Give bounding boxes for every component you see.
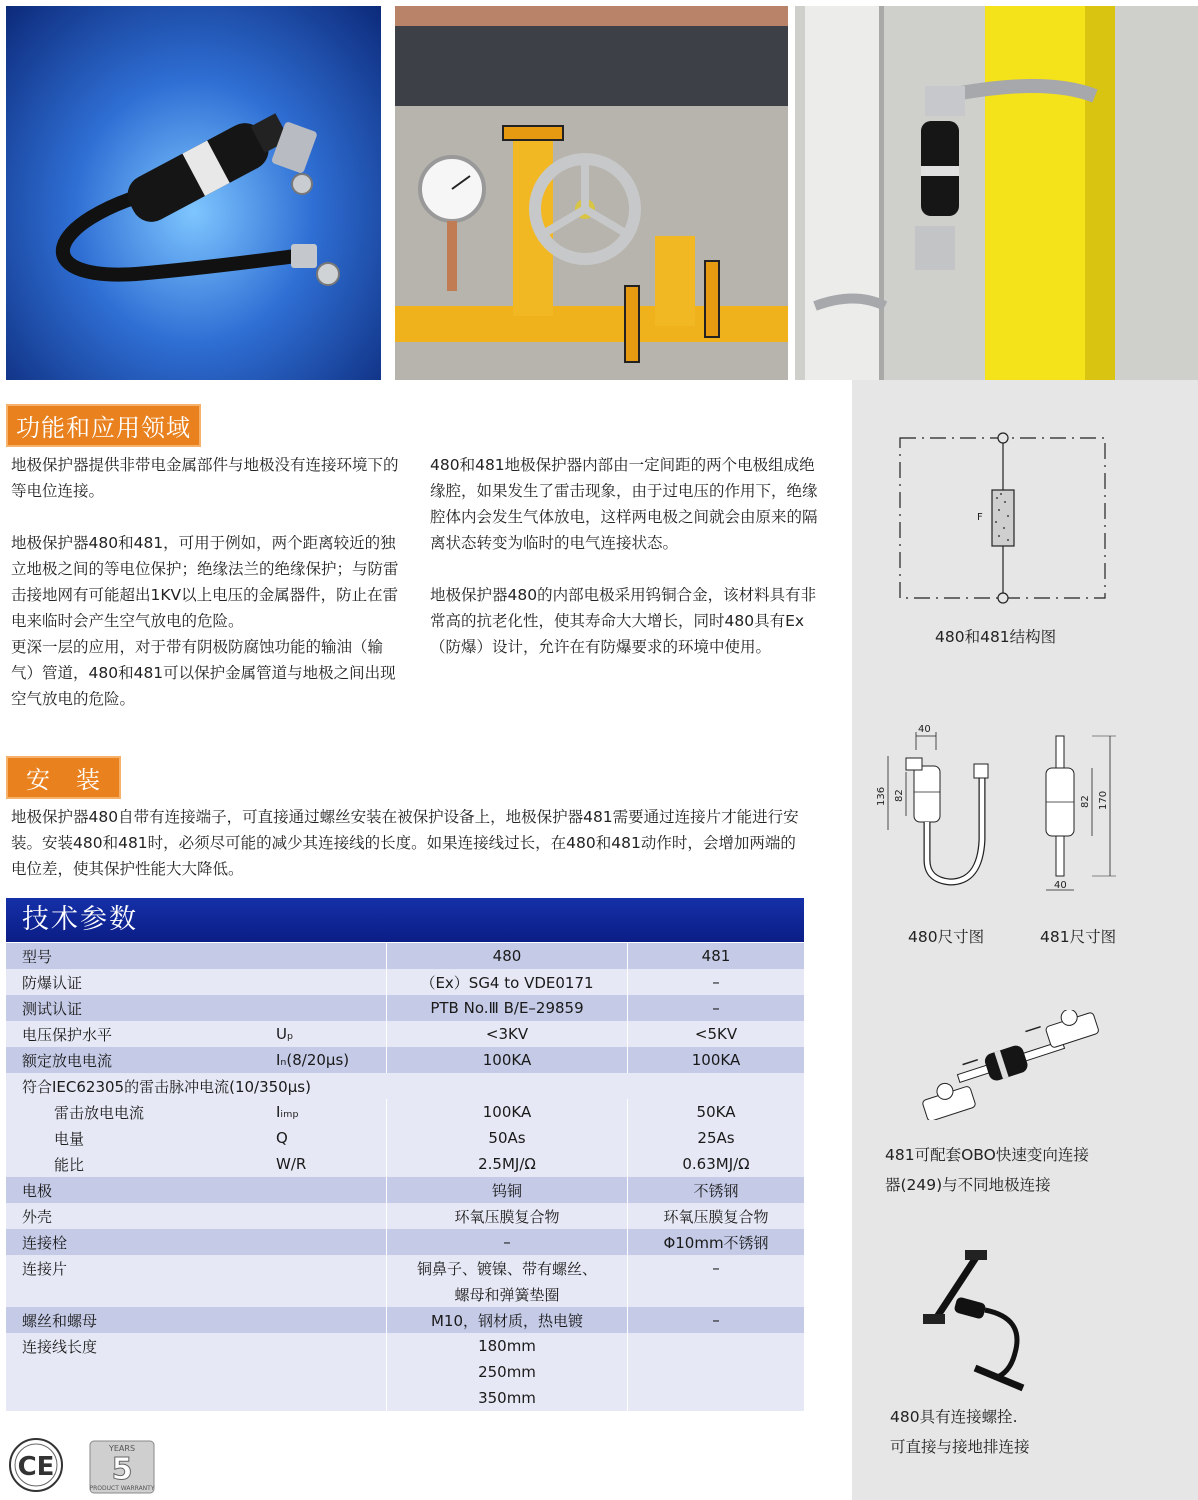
value-481: [628, 1073, 805, 1099]
value-481: 100KA: [628, 1047, 805, 1073]
value-480: 钨铜: [387, 1177, 628, 1203]
dim481-width: 40: [1054, 880, 1067, 891]
paragraph: 地极保护器480的内部电极采用钨铜合金，该材料具有非常高的抗老化性，使其寿命大大增长，同时480具有Ex（防爆）设计，允许在有防爆要求的环境中使用。: [430, 586, 817, 656]
dim480-width: 40: [918, 724, 931, 735]
value-480: 螺母和弹簧垫圈: [387, 1281, 628, 1307]
row-label: [6, 1359, 276, 1385]
row-symbol: [276, 995, 387, 1021]
value-480: M10，钢材质，热电镀: [387, 1307, 628, 1333]
value-480: 250mm: [387, 1359, 628, 1385]
row-symbol: [276, 1307, 387, 1333]
value-481: Φ10mm不锈钢: [628, 1229, 805, 1255]
obo-connector-drawing: [895, 1010, 1125, 1120]
row-symbol: [276, 1177, 387, 1203]
warranty-bottom-text: PRODUCT WARRANTY: [89, 1485, 155, 1492]
row-label: 外壳: [6, 1203, 276, 1229]
value-480: 环氧压膜复合物: [387, 1203, 628, 1229]
warranty-top-text: YEARS: [108, 1444, 136, 1453]
ground-bar-drawing: [915, 1248, 1035, 1398]
value-481: [628, 1385, 805, 1411]
value-481: [628, 1359, 805, 1385]
value-480: 2.5MJ/Ω: [387, 1151, 628, 1177]
table-row: [6, 1229, 804, 1255]
row-symbol: [276, 1255, 387, 1281]
value-481: 481: [628, 943, 805, 969]
row-label: 能比: [6, 1151, 276, 1177]
table-row: [6, 1359, 804, 1385]
row-label: 型号: [6, 943, 276, 969]
value-481: <5KV: [628, 1021, 805, 1047]
paragraph: 480和481地极保护器内部由一定间距的两个电极组成绝缘腔，如果发生了雷击现象，由于过电压的作用下，绝缘腔体内会发生气体放电，这样两电极之间就会由原来的隔离状态转变为临时的电气连接状态。: [430, 456, 818, 552]
ce-mark-icon: [8, 1437, 64, 1493]
spec-table: [6, 943, 804, 1411]
structure-caption: 480和481结构图: [935, 628, 1057, 646]
table-row: [6, 969, 804, 995]
dim481-height-body: 82: [1080, 795, 1091, 808]
table-row: [6, 1333, 804, 1359]
value-481: –: [628, 1255, 805, 1281]
product-photo: [6, 6, 381, 380]
value-480: 铜鼻子、镀镍、带有螺丝、: [387, 1255, 628, 1281]
paragraph: 地极保护器480和481，可用于例如，两个距离较近的独立地极之间的等电位保护；绝缘法兰的绝缘保护；与防雷击接地网有可能超出1KV以上电压的金属器件，防止在雷电来临时会产生空气放电的危险。: [11, 534, 399, 630]
value-480: 350mm: [387, 1385, 628, 1411]
section-title-install: 安 装: [6, 756, 121, 799]
row-symbol: [276, 1333, 387, 1359]
row-label: 电压保护水平: [6, 1021, 276, 1047]
table-row: [6, 1203, 804, 1229]
dim-481-caption: 481尺寸图: [1040, 928, 1117, 946]
dim-480-caption: 480尺寸图: [908, 928, 985, 946]
row-symbol: [276, 943, 387, 969]
row-label: 符合IEC62305的雷击脉冲电流(10/350μs): [6, 1073, 387, 1099]
value-480: 180mm: [387, 1333, 628, 1359]
row-label: [6, 1281, 276, 1307]
section-title-function: 功能和应用领域: [6, 404, 201, 447]
table-row: [6, 1125, 804, 1151]
row-label: 额定放电电流: [6, 1047, 276, 1073]
table-title: 技术参数: [6, 898, 804, 942]
value-481: 不锈钢: [628, 1177, 805, 1203]
value-481: –: [628, 969, 805, 995]
table-row: [6, 1021, 804, 1047]
obo-caption-line2: 器(249)与不同地极连接: [885, 1176, 1051, 1194]
value-480: PTB No.Ⅲ B/E–29859: [387, 995, 628, 1021]
value-480: 480: [387, 943, 628, 969]
value-481: [628, 1281, 805, 1307]
value-481: –: [628, 1307, 805, 1333]
row-symbol: [276, 969, 387, 995]
bolt-caption-line2: 可直接与接地排连接: [890, 1438, 1030, 1456]
row-symbol: [276, 1281, 387, 1307]
row-label: 防爆认证: [6, 969, 276, 995]
table-row: [6, 1307, 804, 1333]
value-481: –: [628, 995, 805, 1021]
table-row: [6, 1047, 804, 1073]
table-row: [6, 1151, 804, 1177]
row-label: 电量: [6, 1125, 276, 1151]
row-symbol: [276, 1359, 387, 1385]
dim480-height-body: 82: [894, 789, 905, 802]
value-481: 25As: [628, 1125, 805, 1151]
bolt-caption-line1: 480具有连接螺拴.: [890, 1408, 1018, 1426]
table-row: [6, 1385, 804, 1411]
row-symbol: [276, 1385, 387, 1411]
row-symbol: Uₚ: [276, 1021, 387, 1047]
warranty-badge-icon: [86, 1437, 158, 1497]
paragraph: 地极保护器提供非带电金属部件与地极没有连接环境下的等电位连接。: [11, 456, 399, 500]
ce-mark-text: CE: [17, 1452, 55, 1482]
obo-caption-line1: 481可配套OBO快速变向连接: [885, 1146, 1089, 1164]
row-label: [6, 1385, 276, 1411]
value-481: [628, 1333, 805, 1359]
row-symbol: W/R: [276, 1151, 387, 1177]
table-row: [6, 1073, 804, 1099]
yellow-pipe-photo: [795, 6, 1198, 380]
value-480: （Ex）SG4 to VDE0171: [387, 969, 628, 995]
row-symbol: Iₙ(8/20μs): [276, 1047, 387, 1073]
install-text: 地极保护器480自带有连接端子，可直接通过螺丝安装在被保护设备上，地极保护器481需要通过连接片才能进行安装。安装480和481时，必须尽可能的减少其连接线的长度。如果连接线过长，在480和481动作时，会增加两端的电位差，使其保护性能大大降低。: [11, 808, 799, 878]
table-row: [6, 1281, 804, 1307]
row-label: 连接片: [6, 1255, 276, 1281]
section1-right-text: [430, 452, 818, 660]
valve-installation-photo: [395, 6, 788, 380]
dim481-height-total: 170: [1098, 790, 1109, 810]
section1-left-text: [11, 452, 399, 712]
row-label: 电极: [6, 1177, 276, 1203]
structure-f-label: F: [977, 512, 983, 523]
value-480: <3KV: [387, 1021, 628, 1047]
paragraph: 更深一层的应用，对于带有阴极防腐蚀功能的输油（输气）管道，480和481可以保护金属管道与地极之间出现空气放电的危险。: [11, 638, 396, 708]
row-symbol: Q: [276, 1125, 387, 1151]
value-480: 100KA: [387, 1099, 628, 1125]
table-row: [6, 943, 804, 969]
value-480: 50As: [387, 1125, 628, 1151]
value-480: [387, 1073, 628, 1099]
table-row: [6, 995, 804, 1021]
row-label: 测试认证: [6, 995, 276, 1021]
dimension-drawing-480: [870, 720, 1010, 900]
dim480-height-total: 136: [876, 786, 887, 806]
value-481: 环氧压膜复合物: [628, 1203, 805, 1229]
row-label: 连接线长度: [6, 1333, 276, 1359]
row-symbol: [276, 1229, 387, 1255]
dimension-drawing-481: [1030, 728, 1130, 900]
value-480: –: [387, 1229, 628, 1255]
value-481: 0.63MJ/Ω: [628, 1151, 805, 1177]
row-label: 螺丝和螺母: [6, 1307, 276, 1333]
row-label: 连接栓: [6, 1229, 276, 1255]
table-row: [6, 1099, 804, 1125]
table-row: [6, 1177, 804, 1203]
table-row: [6, 1255, 804, 1281]
row-symbol: [276, 1203, 387, 1229]
structure-diagram: [895, 428, 1110, 608]
row-symbol: Iᵢₘₚ: [276, 1099, 387, 1125]
value-480: 100KA: [387, 1047, 628, 1073]
row-label: 雷击放电电流: [6, 1099, 276, 1125]
value-481: 50KA: [628, 1099, 805, 1125]
warranty-years: 5: [111, 1452, 133, 1487]
